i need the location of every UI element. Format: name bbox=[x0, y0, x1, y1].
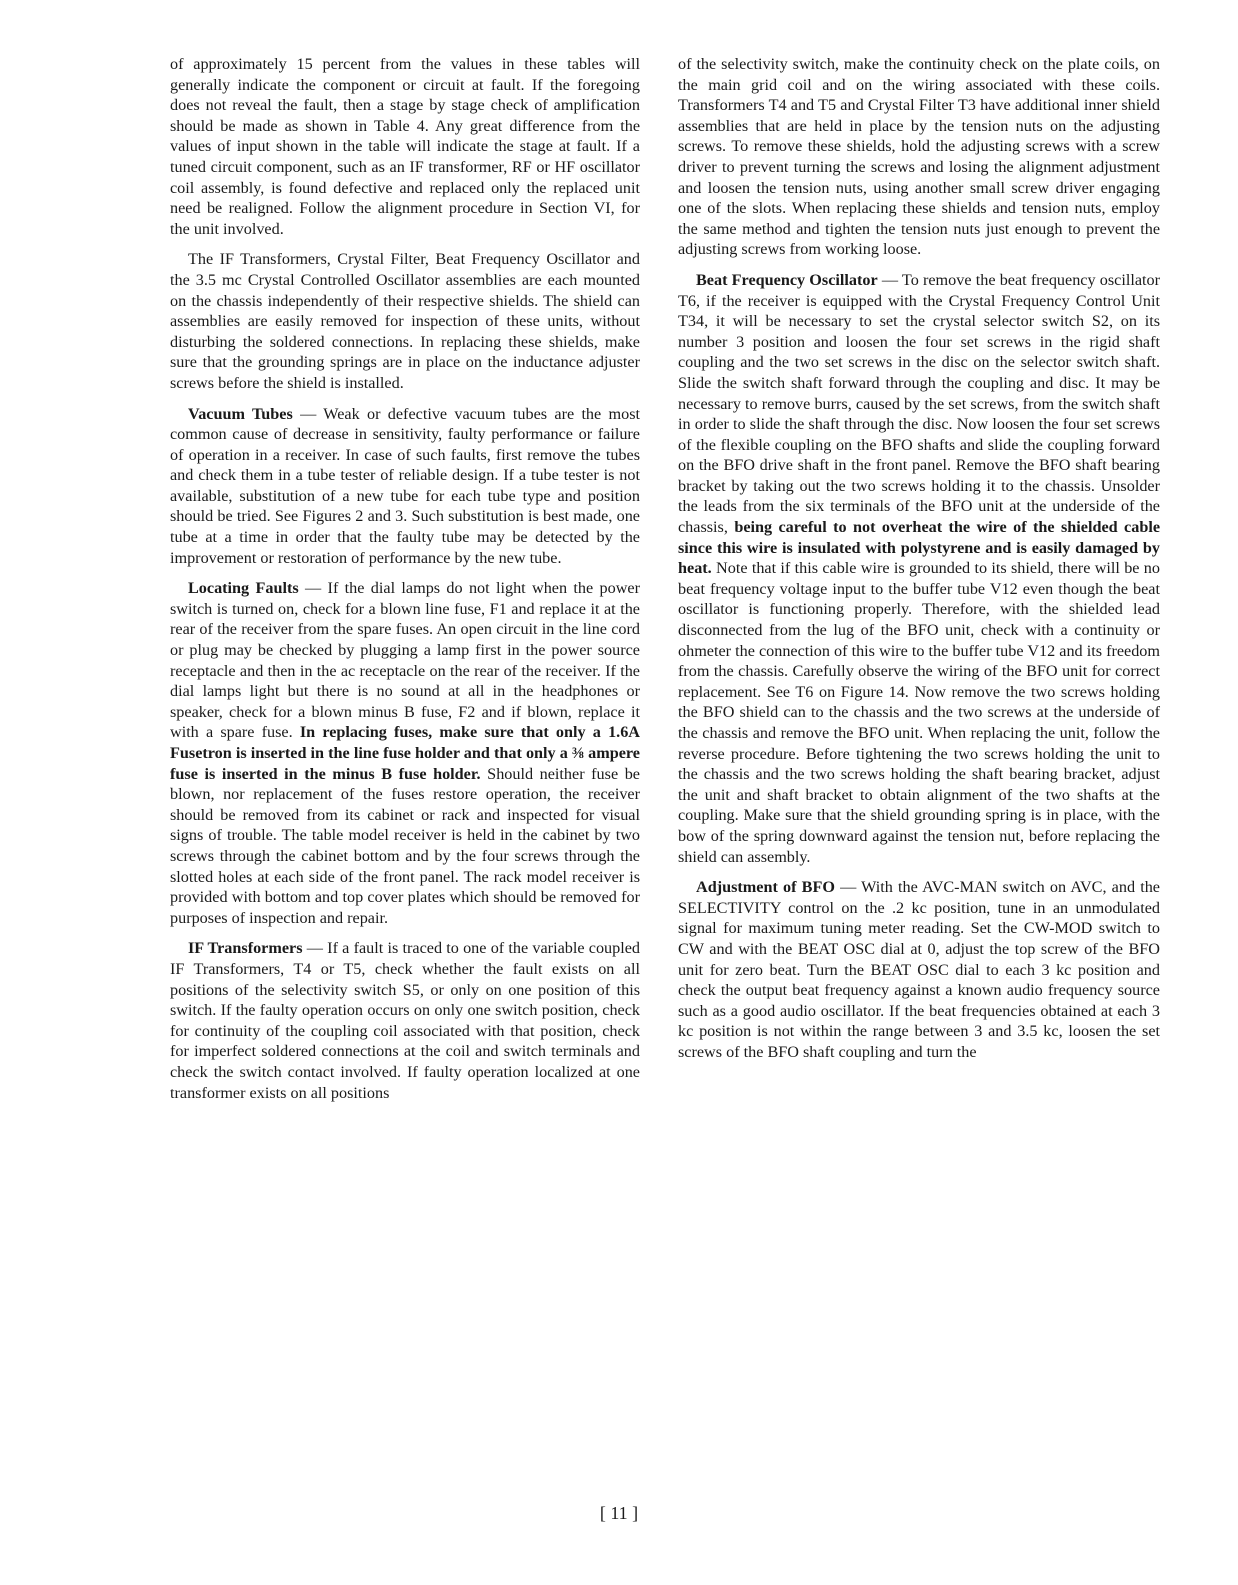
paragraph-adjustment-of-bfo bbox=[678, 877, 1160, 1062]
paragraph-locating-faults bbox=[170, 578, 640, 928]
paragraph-fault-values: of approximately 15 percent from the values in these tables will generally indicate the component or circuit at fault. If the foregoing does not reveal the fault, then a stage by stage check of amplification should be made as shown in Table 4. Any great difference from the values of input shown in the table will indicate the stage at fault. If a tuned circuit component, such as an IF transformer, RF or HF oscillator coil assembly, is found defective and replaced only the replaced unit need be realigned. Follow the alignment procedure in Section VI, for the unit involved. bbox=[170, 55, 640, 238]
heading-vacuum-tubes: Vacuum Tubes bbox=[188, 404, 293, 423]
text-bfo-b: Note that if this cable wire is grounded to its shield, there will be no beat frequency voltage input to the buffer tube V12 even though the beat oscillator is functioning properly. Therefore, with the shielded lead disconnected from the lug of the BFO unit, check with a continuity or ohmeter the connection of this wire to the buffer tube V12 and its freedom from the chassis. Carefully observe the wiring of the BFO unit for correct replacement. See T6 on Figure 14. Now remove the two screws holding the BFO shield can to the chassis and the two screws at the underside of the chassis and remove the BFO unit. When replacing the unit, follow the reverse procedure. Before tightening the two screws holding the unit to the chassis and the two screws holding the shaft bearing bracket, adjust the unit and shaft bracket to obtain alignment of the two shafts at the coupling. Make sure that the shield grounding spring is in place, with the bow of the spring downward against the tension nut, before replacing the shield can assembly. bbox=[678, 559, 1160, 866]
heading-adjustment-of-bfo: Adjustment of BFO bbox=[696, 878, 835, 897]
paragraph-if-transformers bbox=[170, 938, 640, 1103]
right-column bbox=[678, 54, 1160, 1073]
text-adjustment-of-bfo: — With the AVC-MAN switch on AVC, and the SELECTIVITY control on the .2 kc position, tune in an unmodulated signal for maximum tuning meter reading. Set the CW-MOD switch to CW and with the BEAT OSC dial at 0, adjust the top screw of the BFO unit for zero beat. Turn the BEAT OSC dial to each 3 kc position and check the output beat frequency against a known audio frequency source such as a good audio oscillator. If the beat frequencies obtained at each 3 kc position is not within the range between 3 and 3.5 kc, loosen the set screws of the BFO shaft coupling and turn the bbox=[678, 878, 1160, 1061]
page-number: [ 11 ] bbox=[599, 1503, 639, 1523]
left-column bbox=[170, 54, 640, 1113]
text-if-transformers: — If a fault is traced to one of the variable coupled IF Transformers, T4 or T5, check whether the fault exists on all positions of the selectivity switch S5, or only on one position of this switch. If the faulty operation occurs on only one switch position, check for continuity of the coupling coil associated with that position, check for imperfect soldered connections at the coil and switch terminals and check the switch contact involved. If faulty operation localized at one transformer exists on all positions bbox=[170, 939, 641, 1102]
paragraph-shield-assemblies: The IF Transformers, Crystal Filter, Beat Frequency Oscillator and the 3.5 mc Crystal Controlled Oscillator assemblies are each mounted on the chassis independently of their respective shields. The shield can assemblies are easily removed for inspection of these units, without disturbing the soldered connections. In replacing these shields, make sure that the grounding springs are in place on the inductance adjuster screws before the shield is installed. bbox=[170, 250, 640, 392]
text-locating-faults-b: Should neither fuse be blown, nor replacement of the fuses restore operation, the receiver should be removed from its cabinet or rack and inspected for visual signs of trouble. The table model receiver is held in the cabinet by two screws through the cabinet bottom and by the four screws through the slotted holes at each side of the front panel. The rack model receiver is provided with bottom and top cover plates which should be removed for purposes of inspection and repair. bbox=[170, 764, 640, 927]
heading-beat-frequency-oscillator: Beat Frequency Oscillator bbox=[696, 270, 878, 289]
warning-fuse-replacement: In replacing fuses, make sure that only a 1.6A Fusetron is inserted in the line fuse holder and that only a ⅜ ampere fuse is inserted in the minus B fuse holder. bbox=[170, 723, 640, 783]
heading-if-transformers: IF Transformers bbox=[188, 939, 303, 958]
paragraph-beat-frequency-oscillator bbox=[678, 270, 1160, 867]
warning-shielded-cable: being careful to not overheat the wire of the shielded cable since this wire is insulated with polystyrene and is easily damaged by heat. bbox=[678, 518, 1161, 578]
paragraph-vacuum-tubes bbox=[170, 404, 640, 569]
text-bfo-a: — To remove the beat frequency oscillator T6, if the receiver is equipped with the Crystal Frequency Control Unit T34, it will be necessary to set the crystal selector switch S2, on its number 3 position and loosen the four set screws in the rigid shaft coupling and the two set screws in the disc on the selector switch shaft. Slide the switch shaft forward through the coupling and disc. It may be necessary to remove burrs, caused by the set screws, from the switch shaft in order to slide the shaft through the disc. Now loosen the four set screws of the flexible coupling on the BFO shafts and slide the coupling forward on the BFO drive shaft in the front panel. Remove the BFO shaft bearing bracket by taking out the two screws holding it to the chassis. Unsolder the leads from the six terminals of the BFO unit at the underside of the chassis, bbox=[678, 270, 1161, 537]
text-vacuum-tubes: — Weak or defective vacuum tubes are the most common cause of decrease in sensitivity, faulty performance or failure of operation in a receiver. In case of such faults, first remove the tubes and check them in a tube tester of reliable design. If a tube tester is not available, substitution of a new tube for each tube type and position should be tried. See Figures 2 and 3. Such substitution is best made, one tube at a time in order that the faulty tube may be detected by the improvement or restoration of performance by the new tube. bbox=[170, 404, 640, 567]
heading-locating-faults: Locating Faults bbox=[188, 579, 299, 598]
paragraph-selectivity-switch: of the selectivity switch, make the continuity check on the plate coils, on the main grid coil and on the wiring associated with these coils. Transformers T4 and T5 and Crystal Filter T3 have additional inner shield assemblies that are held in place by the tension nuts on the adjusting screws. To remove these shields, hold the adjusting screws with a screw driver to prevent turning the screws and losing the alignment adjustment and loosen the tension nuts, using another small screw driver engaging one of the slots. When replacing these shields and tension nuts, employ the same method and tighten the tension nuts just enough to prevent the adjusting screws from working loose. bbox=[678, 55, 1160, 259]
text-locating-faults-a: — If the dial lamps do not light when the power switch is turned on, check for a blown line fuse, F1 and replace it at the rear of the receiver from the spare fuses. An open circuit in the line cord or plug may be checked by plugging a lamp first in the power source receptacle and then in the ac receptacle on the rear of the receiver. If the dial lamps light but there is no sound at all in the headphones or speaker, check for a blown minus B fuse, F2 and if blown, replace it with a spare fuse. bbox=[170, 579, 640, 742]
